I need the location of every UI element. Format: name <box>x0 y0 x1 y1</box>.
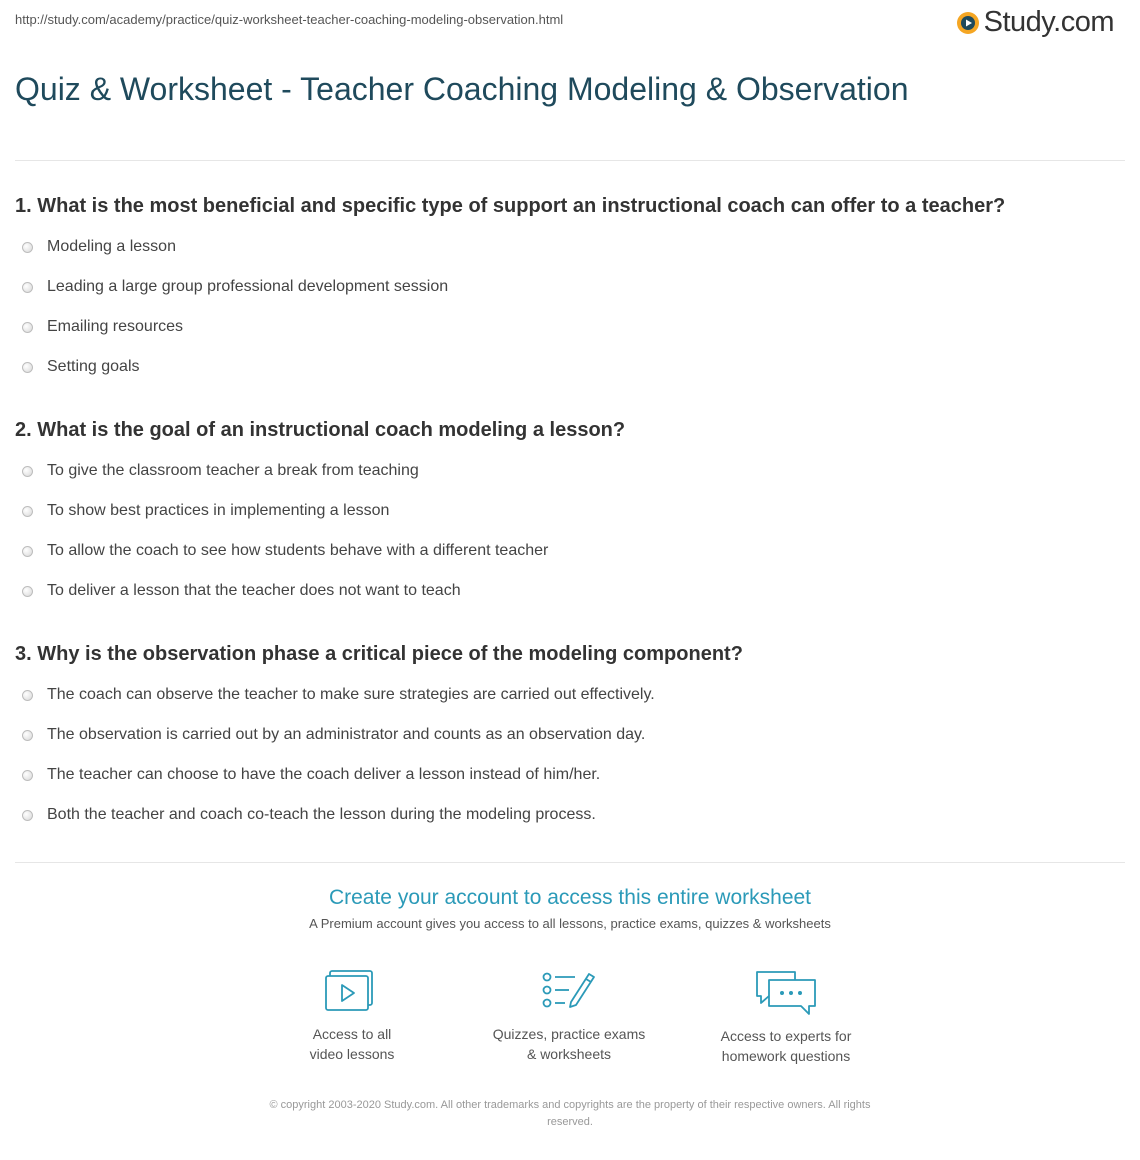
create-account-link[interactable]: Create your account to access this entire worksheet <box>328 886 812 909</box>
answer-option[interactable] <box>22 307 448 347</box>
feature-line: Access to all <box>312 1026 392 1042</box>
answer-option[interactable] <box>22 755 655 795</box>
answer-label: The observation is carried out by an administrator and counts as an observation day. <box>47 726 646 743</box>
radio-icon[interactable] <box>22 586 33 597</box>
chat-bubbles-icon <box>753 968 819 1018</box>
cta-subtitle: A Premium account gives you access to all lessons, practice exams, quizzes & worksheets <box>309 916 831 931</box>
study-logo[interactable] <box>956 6 1114 39</box>
question-2-options <box>22 451 548 611</box>
answer-label: Leading a large group professional development session <box>47 278 449 295</box>
radio-icon[interactable] <box>22 546 33 557</box>
feature-line: & worksheets <box>526 1046 612 1062</box>
copyright-notice <box>210 1097 930 1131</box>
answer-option[interactable] <box>22 227 448 267</box>
quiz-checklist-icon <box>541 968 597 1016</box>
answer-label: Setting goals <box>47 358 140 375</box>
question-1: 1. What is the most beneficial and specific type of support an instructional coach can offer to a teacher? <box>15 195 1006 217</box>
copyright-line: © copyright 2003-2020 Study.com. All other trademarks and copyrights are the property of their respective owners. All rights <box>269 1099 871 1111</box>
answer-option[interactable] <box>22 347 448 387</box>
answer-label: To allow the coach to see how students behave with a different teacher <box>47 542 549 559</box>
title-divider <box>15 160 1125 161</box>
feature-line: Access to experts for <box>720 1028 852 1044</box>
feature-experts <box>691 968 881 1066</box>
answer-label: To deliver a lesson that the teacher does not want to teach <box>47 582 461 599</box>
answer-option[interactable] <box>22 531 548 571</box>
page-url: http://study.com/academy/practice/quiz-worksheet-teacher-coaching-modeling-observation.html <box>15 12 564 27</box>
video-lessons-icon <box>324 968 380 1016</box>
play-logo-icon <box>956 11 980 35</box>
radio-icon[interactable] <box>22 242 33 253</box>
answer-option[interactable] <box>22 571 548 611</box>
answer-option[interactable] <box>22 715 655 755</box>
radio-icon[interactable] <box>22 810 33 821</box>
answer-label: The teacher can choose to have the coach deliver a lesson instead of him/her. <box>47 766 601 783</box>
page-title: Quiz & Worksheet - Teacher Coaching Modeling & Observation <box>15 71 909 107</box>
answer-option[interactable] <box>22 795 655 835</box>
radio-icon[interactable] <box>22 730 33 741</box>
radio-icon[interactable] <box>22 362 33 373</box>
answer-label: To show best practices in implementing a lesson <box>47 502 390 519</box>
question-1-options <box>22 227 448 387</box>
feature-line: Quizzes, practice exams <box>492 1026 646 1042</box>
radio-icon[interactable] <box>22 506 33 517</box>
answer-label: To give the classroom teacher a break from teaching <box>47 462 419 479</box>
question-3-options <box>22 675 655 835</box>
logo-text: Study.com <box>983 6 1114 38</box>
radio-icon[interactable] <box>22 466 33 477</box>
answer-option[interactable] <box>22 267 448 307</box>
answer-option[interactable] <box>22 491 548 531</box>
copyright-line: reserved. <box>547 1116 593 1128</box>
radio-icon[interactable] <box>22 690 33 701</box>
question-3: 3. Why is the observation phase a critical piece of the modeling component? <box>15 643 743 665</box>
answer-option[interactable] <box>22 675 655 715</box>
question-2: 2. What is the goal of an instructional coach modeling a lesson? <box>15 419 626 441</box>
radio-icon[interactable] <box>22 282 33 293</box>
feature-line: homework questions <box>721 1048 851 1064</box>
answer-label: The coach can observe the teacher to make sure strategies are carried out effectively. <box>47 686 655 703</box>
answer-option[interactable] <box>22 451 548 491</box>
radio-icon[interactable] <box>22 770 33 781</box>
answer-label: Modeling a lesson <box>47 238 176 255</box>
feature-line: video lessons <box>309 1046 395 1062</box>
answer-label: Emailing resources <box>47 318 184 335</box>
answer-label: Both the teacher and coach co-teach the lesson during the modeling process. <box>47 806 596 823</box>
cta-divider <box>15 862 1125 863</box>
radio-icon[interactable] <box>22 322 33 333</box>
feature-quizzes <box>474 968 664 1064</box>
feature-video-lessons <box>257 968 447 1064</box>
